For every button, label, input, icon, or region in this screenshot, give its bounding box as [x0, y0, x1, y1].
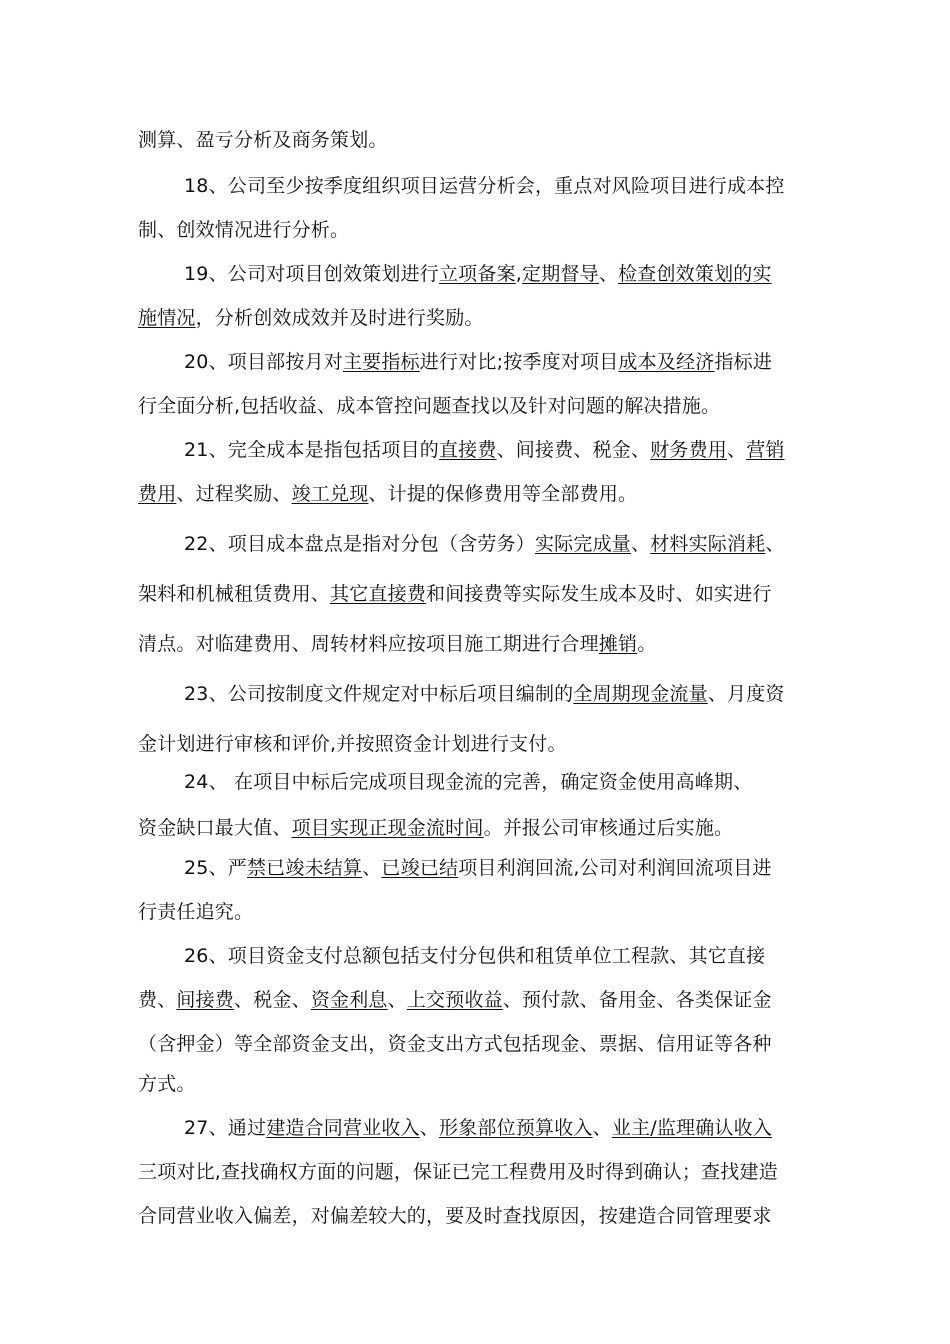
text-line	[184, 680, 824, 708]
underlined-term: 形象部位预算收入	[439, 1117, 593, 1139]
text-run: 金计划进行审核和评价,并按照资金计划进行支付。	[138, 733, 567, 755]
text-line	[138, 216, 828, 244]
text-run: 20、项目部按月对	[184, 351, 343, 373]
text-run: 、	[598, 263, 619, 285]
text-line	[184, 260, 824, 288]
text-line	[184, 1114, 824, 1142]
underlined-term: 定期督导	[522, 263, 599, 285]
text-line	[184, 854, 824, 882]
text-line	[138, 1030, 828, 1058]
text-run: 项目利润回流,公司对利润回流项目进	[458, 857, 772, 879]
text-run: ,	[515, 263, 523, 285]
text-run: （含押金）等全部资金支出，资金支出方式包括现金、票据、信用证等各种	[138, 1033, 772, 1055]
text-run: 费、	[138, 989, 177, 1011]
text-run: 资金缺口最大值、	[138, 817, 292, 839]
text-run: 18、公司至少按季度组织项目运营分析会，重点对风险项目进行成本控	[184, 175, 785, 197]
text-run: 、预付款、备用金、各类保证金	[502, 989, 772, 1011]
underlined-term: 检查创效策划的实	[618, 263, 772, 285]
text-run: 。并报公司审核通过后实施。	[483, 817, 734, 839]
text-run: 24、 在项目中标后完成项目现金流的完善，确定资金使用高峰期、	[184, 771, 753, 793]
text-run: 、	[387, 989, 407, 1011]
text-run: 、	[727, 439, 747, 461]
text-run: 合同营业收入偏差，对偏差较大的，要及时查找原因，按建造合同管理要求	[138, 1205, 772, 1227]
underlined-term: 主要指标	[342, 351, 420, 373]
text-line	[184, 436, 824, 464]
underlined-term: 实际完成量	[534, 533, 631, 555]
text-run: 、计提的保修费用等全部费用。	[368, 483, 638, 505]
underlined-term: 资金利息	[310, 989, 388, 1011]
text-line	[138, 580, 828, 608]
text-line	[184, 348, 824, 376]
underlined-term: 建造合同营业收入	[266, 1117, 420, 1139]
text-line	[138, 1070, 828, 1098]
text-run: 行全面分析,包括收益、成本管控问题查找以及针对问题的解决措施。	[138, 395, 721, 417]
underlined-term: 业主/监理确认收入	[611, 1117, 773, 1139]
text-line	[138, 480, 828, 508]
text-run: 、间接费、税金、	[496, 439, 651, 461]
text-run: ，分析创效成效并及时进行奖励。	[195, 307, 484, 329]
underlined-term: 上交预收益	[406, 989, 503, 1011]
underlined-term: 成本及经济	[618, 351, 715, 373]
text-line	[138, 1202, 828, 1230]
underlined-term: 财务费用	[650, 439, 728, 461]
underlined-term: 施情况	[138, 307, 196, 329]
text-run: 进行对比;按季度对项目	[419, 351, 619, 373]
text-run: 26、项目资金支付总额包括支付分包供和租赁单位工程款、其它直接	[184, 945, 766, 967]
text-run: 、	[419, 1117, 439, 1139]
text-run: 、	[362, 857, 382, 879]
text-run: 、月度资	[707, 683, 785, 705]
text-run: 和间接费等实际发生成本及时、如实进行	[426, 583, 772, 605]
text-run: 清点。对临建费用、周转材料应按项目施工期进行合理	[138, 633, 599, 655]
text-run: 25、严	[184, 857, 247, 879]
text-line	[138, 898, 828, 926]
text-run: 、	[631, 533, 651, 555]
text-run: 27、通过	[184, 1117, 267, 1139]
text-run: 19、公司对项目创效策划进行	[184, 263, 439, 285]
text-run: 22、项目成本盘点是指对分包（含劳务）	[184, 533, 535, 555]
text-line	[138, 304, 828, 332]
text-run: 23、公司按制度文件规定对中标后项目编制的	[184, 683, 574, 705]
text-run: 测算、盈亏分析及商务策划。	[138, 129, 388, 151]
underlined-term: 项目实现正现金流时间	[291, 817, 484, 839]
underlined-term: 竣工兑现	[291, 483, 369, 505]
text-line	[184, 768, 824, 796]
text-line	[138, 126, 828, 154]
underlined-term: 间接费	[176, 989, 235, 1011]
text-run: 、	[592, 1117, 612, 1139]
text-line	[184, 530, 824, 558]
text-run: 、	[765, 533, 785, 555]
text-line	[138, 730, 828, 758]
text-line	[138, 1158, 828, 1186]
underlined-term: 直接费	[438, 439, 497, 461]
underlined-term: 立项备案	[438, 263, 516, 285]
text-run: 架料和机械租赁费用、	[138, 583, 331, 605]
underlined-term: 营销	[746, 439, 785, 461]
text-line	[138, 630, 828, 658]
text-run: 制、创效情况进行分析。	[138, 219, 350, 241]
text-run: 行责任追究。	[138, 901, 254, 923]
text-line	[184, 942, 824, 970]
text-run: 。	[637, 633, 657, 655]
underlined-term: 全周期现金流量	[573, 683, 708, 705]
text-run: 21、完全成本是指包括项目的	[184, 439, 439, 461]
text-run: 、过程奖励、	[176, 483, 292, 505]
underlined-term: 摊销	[598, 633, 638, 655]
text-run: 、税金、	[234, 989, 311, 1011]
text-run: 指标进	[714, 351, 773, 373]
text-line	[138, 392, 828, 420]
text-line	[138, 814, 828, 842]
underlined-term: 其它直接费	[330, 583, 427, 605]
underlined-term: 禁已竣未结算	[246, 857, 363, 879]
text-run: 方式。	[138, 1073, 196, 1095]
text-run: 三项对比,查找确权方面的问题，保证已完工程费用及时得到确认；查找建造	[138, 1161, 778, 1183]
underlined-term: 已竣已结	[381, 857, 459, 879]
underlined-term: 材料实际消耗	[650, 533, 766, 555]
text-line	[138, 986, 828, 1014]
text-line	[184, 172, 824, 200]
underlined-term: 费用	[138, 483, 177, 505]
